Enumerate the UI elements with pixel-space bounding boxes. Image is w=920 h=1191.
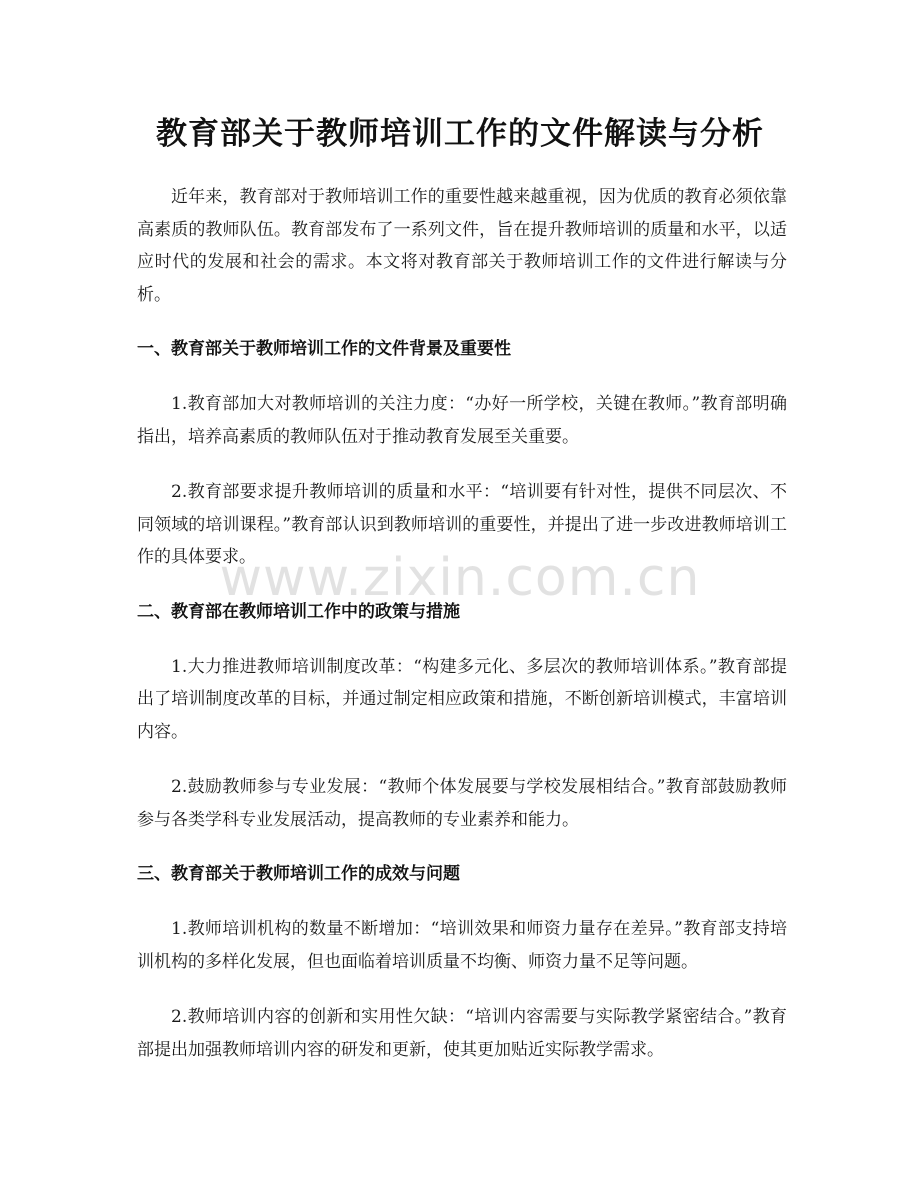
watermark: www.zixin.com.cn	[219, 548, 701, 608]
document-title: 教育部关于教师培训工作的文件解读与分析	[156, 116, 764, 152]
section-3-paragraph-2: 2.教师培训内容的创新和实用性欠缺：“培训内容需要与实际教学紧密结合。”教育部提出加强教师培训内容的研发和更新，使其更加贴近实际教学需求。	[137, 1007, 787, 1060]
section-heading-2: 二、教育部在教师培训工作中的政策与措施	[137, 601, 460, 622]
section-2-paragraph-1: 1.大力推进教师培训制度改革：“构建多元化、多层次的教师培训体系。”教育部提出了培训制度改革的目标，并通过制定相应政策和措施，不断创新培训模式，丰富培训内容。	[137, 656, 787, 742]
section-3-paragraph-1: 1.教师培训机构的数量不断增加：“培训效果和师资力量存在差异。”教育部支持培训机构的多样化发展，但也面临着培训质量不均衡、师资力量不足等问题。	[137, 919, 787, 972]
section-2-paragraph-2: 2.鼓励教师参与专业发展：“教师个体发展要与学校发展相结合。”教育部鼓励教师参与各类学科专业发展活动，提高教师的专业素养和能力。	[137, 777, 787, 830]
section-heading-1: 一、教育部关于教师培训工作的文件背景及重要性	[137, 339, 511, 359]
intro-paragraph: 近年来，教育部对于教师培训工作的重要性越来越重视，因为优质的教育必须依靠高素质的教师队伍。教育部发布了一系列文件，旨在提升教师培训的质量和水平，以适应时代的发展和社会的需求。本文将对教育部关于教师培训工作的文件进行解读与分析。	[137, 187, 787, 305]
section-1-paragraph-1: 1.教育部加大对教师培训的关注力度：“办好一所学校，关键在教师。”教育部明确指出，培养高素质的教师队伍对于推动教育发展至关重要。	[137, 394, 787, 447]
section-1-paragraph-2: 2.教育部要求提升教师培训的质量和水平：“培训要有针对性，提供不同层次、不同领域的培训课程。”教育部认识到教师培训的重要性，并提出了进一步改进教师培训工作的具体要求。	[137, 482, 787, 567]
document-body	[137, 181, 787, 1089]
section-heading-3: 三、教育部关于教师培训工作的成效与问题	[137, 864, 460, 884]
